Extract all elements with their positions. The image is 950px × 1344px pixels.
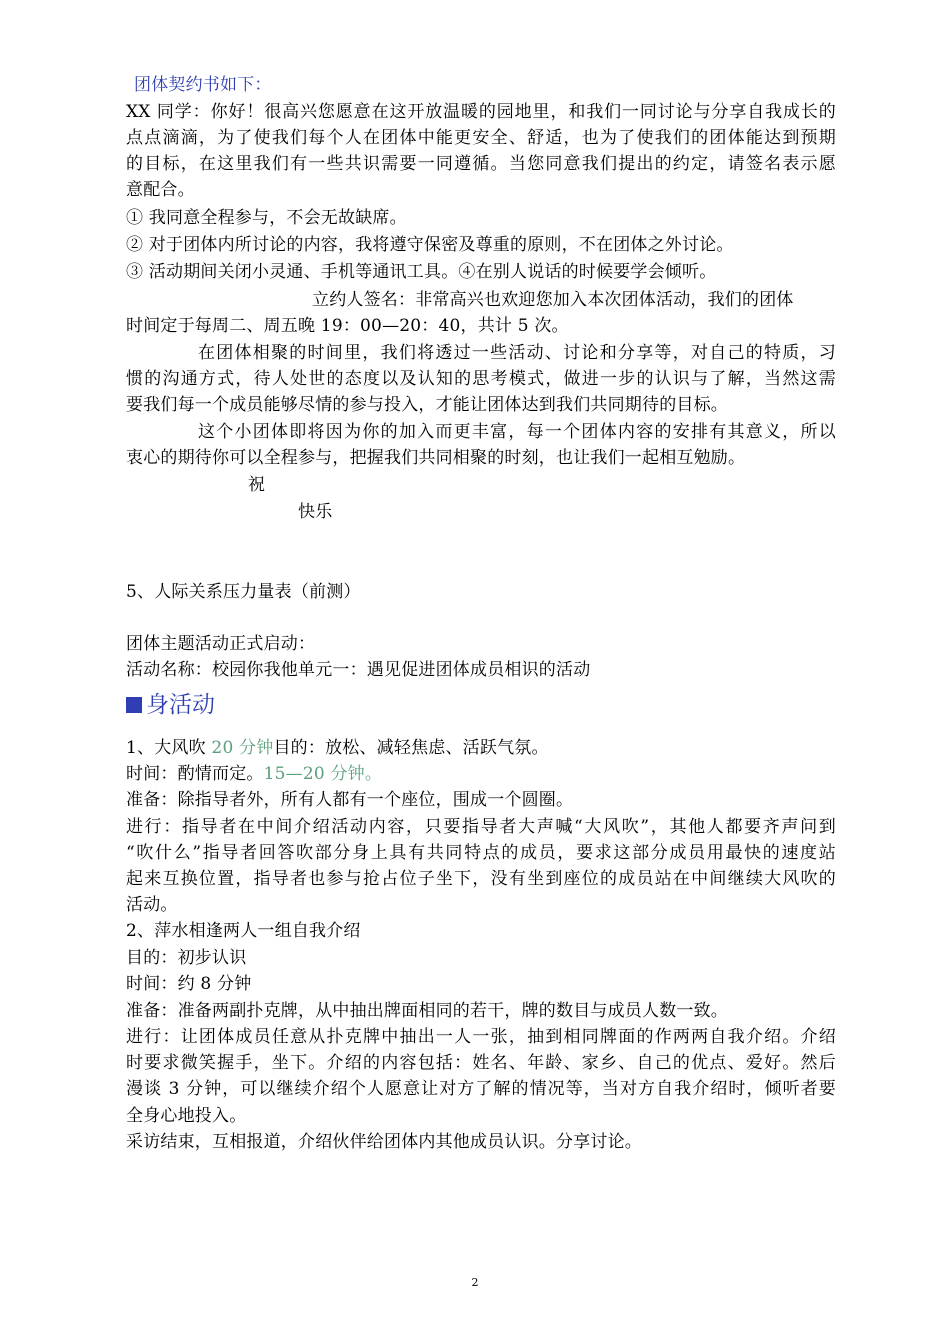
scale-item: 5、人际关系压力量表（前测）	[126, 582, 361, 602]
section-heading-text: 身活动	[146, 692, 215, 718]
contract-para2-line-1: 这个小团体即将因为你的加入而更丰富，每一个团体内容的安排有其意义，所以	[198, 422, 836, 442]
contract-para2-line-2: 衷心的期待你可以全程参与，把握我们共同相聚的时刻，也让我们一起相互勉励。	[126, 448, 746, 468]
game1-time-duration: 15—20 分钟。	[263, 764, 383, 784]
contract-heading: 团体契约书如下：	[134, 75, 272, 95]
game1-title-duration: 20 分钟	[211, 738, 274, 758]
game1-proc-line-2: “吹什么”指导者回答吹部分身上具有共同特点的成员，要求这部分成员用最快的速度站	[126, 843, 836, 863]
game2-proc-line-1: 进行：让团体成员任意从扑克牌中抽出一人一张，抽到相同牌面的作两两自我介绍。介绍	[126, 1027, 836, 1047]
contract-intro-line-2: 点点滴滴，为了使我们每个人在团体中能更安全、舒适，也为了使我们的团体能达到预期	[126, 128, 836, 148]
game1-proc-line-1: 进行：指导者在中间介绍活动内容，只要指导者大声喊“大风吹”，其他人都要齐声问到	[126, 817, 836, 837]
contract-rule-2: ② 对于团体内所讨论的内容，我将遵守保密及尊重的原则，不在团体之外讨论。	[126, 235, 734, 255]
game1-time	[126, 761, 836, 787]
launch-line: 团体主题活动正式启动：	[126, 634, 316, 654]
contract-intro-line-3: 的目标，在这里我们有一些共识需要一同遵循。当您同意我们提出的约定，请签名表示愿	[126, 154, 836, 174]
game1-proc-line-4: 活动。	[126, 895, 178, 915]
activity-name: 活动名称：校园你我他单元一：遇见促进团体成员相识的活动	[126, 660, 591, 680]
contract-intro-line-4: 意配合。	[126, 180, 195, 200]
game2-proc-line-3: 漫谈 3 分钟，可以继续介绍个人愿意让对方了解的情况等，当对方自我介绍时，倾听者要	[126, 1079, 836, 1099]
contract-rule-3: ③ 活动期间关闭小灵通、手机等通讯工具。④在别人说话的时候要学会倾听。	[126, 262, 717, 282]
game2-time: 时间：约 8 分钟	[126, 974, 252, 994]
contract-wish-1: 祝	[248, 475, 266, 495]
contract-para1-line-3: 要我们每一个成员能够尽情的参与投入，才能让团体达到我们共同期待的目标。	[126, 395, 728, 415]
section-heading	[126, 689, 215, 721]
contract-signature: 立约人签名：非常高兴也欢迎您加入本次团体活动，我们的团体	[312, 290, 794, 310]
contract-para1-line-2: 惯的沟通方式，待人处世的态度以及认知的思考模式，做进一步的认识与了解，当然这需	[126, 369, 836, 389]
game1-proc-line-3: 起来互换位置，指导者也参与抢占位子坐下，没有坐到座位的成员站在中间继续大风吹的	[126, 869, 836, 889]
game2-goal: 目的：初步认识	[126, 948, 247, 968]
contract-intro-line-1: XX 同学：你好！很高兴您愿意在这开放温暖的园地里，和我们一同讨论与分享自我成长的	[126, 102, 836, 122]
game1-title-goal: 目的：放松、减轻焦虑、活跃气氛。	[273, 738, 549, 758]
game2-prep: 准备：准备两副扑克牌，从中抽出牌面相同的若干，牌的数目与成员人数一致。	[126, 1001, 728, 1021]
square-bullet-icon	[126, 697, 142, 713]
game2-closing: 采访结束，互相报道，介绍伙伴给团体内其他成员认识。分享讨论。	[126, 1132, 642, 1152]
contract-rule-1: ① 我同意全程参与，不会无故缺席。	[126, 208, 407, 228]
game2-proc-line-4: 全身心地投入。	[126, 1106, 247, 1126]
contract-para1-line-1: 在团体相聚的时间里，我们将透过一些活动、讨论和分享等，对自己的特质，习	[198, 343, 836, 363]
game2-title: 2、萍水相逢两人一组自我介绍	[126, 921, 361, 941]
game1-title-text: 1、大风吹	[126, 738, 212, 758]
game1-time-label: 时间：酌情而定。	[126, 764, 264, 784]
game2-proc-line-2: 时要求微笑握手，坐下。介绍的内容包括：姓名、年龄、家乡、自己的优点、爱好。然后	[126, 1053, 836, 1073]
game1-title	[126, 735, 836, 761]
game1-prep: 准备：除指导者外，所有人都有一个座位，围成一个圆圈。	[126, 790, 574, 810]
contract-wish-2: 快乐	[298, 502, 333, 522]
page-number: 2	[471, 1276, 479, 1289]
contract-schedule: 时间定于每周二、周五晚 19：00—20：40，共计 5 次。	[126, 316, 569, 336]
